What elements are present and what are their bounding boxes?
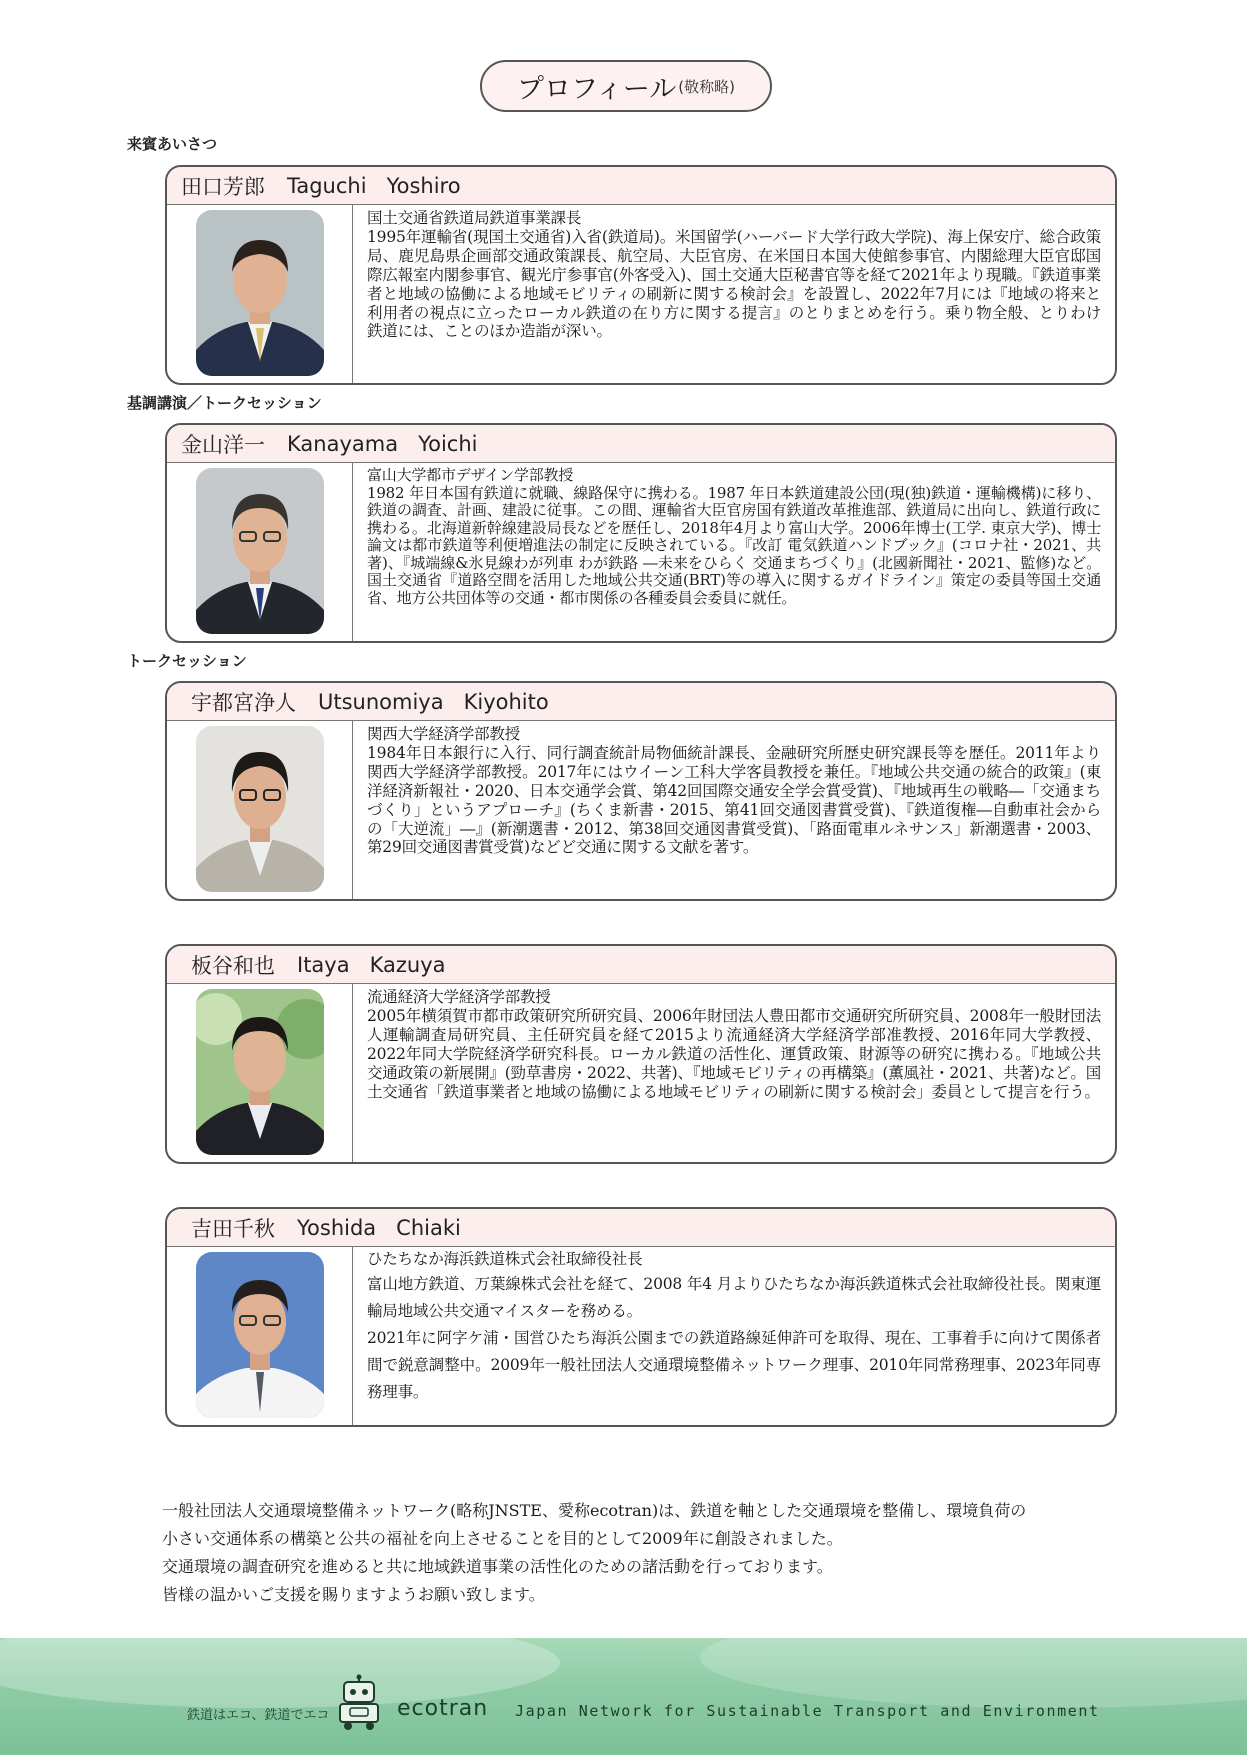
org-desc-line: 皆様の温かいご支援を賜りますようお願い致します。 bbox=[162, 1585, 545, 1604]
profile-name-jp: 田口芳郎 bbox=[181, 174, 265, 199]
profile-name-en-first: Taguchi bbox=[287, 173, 367, 198]
portrait-photo bbox=[196, 989, 324, 1155]
page-title-main: プロフィール bbox=[516, 73, 677, 105]
portrait-photo bbox=[196, 468, 324, 634]
organization-english-name: Japan Network for Sustainable Transport and Environment bbox=[515, 1702, 1100, 1720]
robot-mascot-icon bbox=[336, 1674, 382, 1732]
brand-name: ecotran bbox=[397, 1696, 489, 1721]
profile-header bbox=[167, 167, 1115, 205]
profile-bio: 富山地方鉄道、万葉線株式会社を経て、2008 年4 月よりひたちなか海浜鉄道株式会社取締役社長。関東運輸局地域公共交通マイスターを務める。 bbox=[367, 1274, 1101, 1320]
profile-bio-2: 2021年に阿字ケ浦・国営ひたち海浜公園までの鉄道路線延伸許可を取得、現在、工事着手に向けて関係者間で鋭意調整中。2009年一般社団法人交通環境整備ネットワーク理事、2010年同常務理事、2023年同専務理事。 bbox=[367, 1328, 1101, 1402]
photo-cell bbox=[167, 205, 353, 383]
profile-name-jp: 板谷和也 bbox=[191, 953, 275, 978]
profile-text bbox=[353, 984, 1115, 1162]
profile-bio: 2005年横須賀市都市政策研究所研究員、2006年財団法人豊田都市交通研究所研究員、2008年一般財団法人運輸調査局研究員、主任研究員を経て2015より流通経済大学経済学部准教授、2016年同大学教授、2022年同大学院経済学研究科長。ローカル鉄道の活性化、運賃政策、財源等の研究に携わる。『地域公共交通政策の新展開』(勁草書房・2022、共著)、『地域モビリティの再構築』(薫風社・2021、共著)など。国土交通省「鉄道事業者と地域の協働による地域モビリティの刷新に関する検討会」委員として提言を行う。 bbox=[367, 1006, 1101, 1101]
section-label-keynote: 基調講演／トークセッション bbox=[127, 394, 322, 412]
profile-name-en-first: Utsunomiya bbox=[318, 689, 444, 714]
org-desc-line: 交通環境の調査研究を進めると共に地域鉄道事業の活性化のための諸活動を行っております。 bbox=[162, 1557, 833, 1576]
profile-header bbox=[167, 946, 1115, 984]
photo-cell bbox=[167, 1247, 353, 1425]
profile-name-en-first: Kanayama bbox=[287, 431, 399, 456]
profile-name-en-last: Kazuya bbox=[369, 952, 446, 977]
photo-cell bbox=[167, 463, 353, 641]
profile-card-yoshida bbox=[165, 1207, 1117, 1427]
portrait-photo bbox=[196, 1252, 324, 1418]
profile-name-en-last: Chiaki bbox=[396, 1215, 461, 1240]
profile-name-en-first: Yoshida bbox=[297, 1215, 377, 1240]
profile-role: 流通経済大学経済学部教授 bbox=[367, 988, 551, 1006]
profile-name-en-last: Yoichi bbox=[418, 431, 478, 456]
profile-card-itaya bbox=[165, 944, 1117, 1164]
section-label-talk: トークセッション bbox=[127, 652, 247, 670]
portrait-photo bbox=[196, 210, 324, 376]
organization-description bbox=[162, 1497, 1112, 1609]
profile-role: 関西大学経済学部教授 bbox=[367, 725, 521, 743]
profile-role: 富山大学都市デザイン学部教授 bbox=[367, 466, 574, 484]
profile-name-en-first: Itaya bbox=[297, 952, 350, 977]
profile-text bbox=[353, 1247, 1115, 1425]
profile-header bbox=[167, 683, 1115, 721]
profile-header bbox=[167, 1209, 1115, 1247]
profile-bio: 1984年日本銀行に入行、同行調査統計局物価統計課長、金融研究所歴史研究課長等を歴任。2011年より関西大学経済学部教授。2017年にはウイーン工科大学客員教授を兼任。『地域公共交通の統合的政策』(東洋経済新報社・2020、日本交通学会賞、第42回国際交通安全学会賞受賞)、『地域再生の戦略―「交通まちづくり」というアプローチ』(ちくま新書・2015、第41回交通図書賞受賞)、『鉄道復権―自動車社会からの「大逆流」―』(新潮選書・2012、第38回交通図書賞受賞)、「路面電車ルネサンス」新潮選書・2003、第29回交通図書賞受賞)などど交通に関する文献を著す。 bbox=[367, 743, 1101, 857]
profile-text bbox=[353, 721, 1115, 899]
profile-card-kanayama bbox=[165, 423, 1117, 643]
profile-name-jp: 宇都宮浄人 bbox=[191, 690, 296, 715]
profile-name-en-last: Yoshiro bbox=[386, 173, 461, 198]
profile-name-jp: 金山洋一 bbox=[181, 432, 265, 457]
profile-role: ひたちなか海浜鉄道株式会社取締役社長 bbox=[367, 1250, 643, 1268]
footer-band bbox=[0, 1638, 1247, 1755]
profile-role: 国土交通省鉄道局鉄道事業課長 bbox=[367, 209, 582, 227]
profile-name-jp: 吉田千秋 bbox=[191, 1216, 275, 1241]
org-desc-line: 小さい交通体系の構築と公共の福祉を向上させることを目的として2009年に創設されました。 bbox=[162, 1529, 843, 1548]
org-desc-line: 一般社団法人交通環境整備ネットワーク(略称JNSTE、愛称ecotran)は、鉄道を軸とした交通環境を整備し、環境負荷の bbox=[162, 1501, 1027, 1520]
photo-cell bbox=[167, 984, 353, 1162]
photo-cell bbox=[167, 721, 353, 899]
profile-card-taguchi bbox=[165, 165, 1117, 385]
portrait-photo bbox=[196, 726, 324, 892]
footer-tagline: 鉄道はエコ、鉄道でエコ bbox=[187, 1708, 330, 1723]
profile-text bbox=[353, 463, 1115, 641]
section-label-guest: 来賓あいさつ bbox=[127, 135, 218, 153]
profile-bio: 1982 年日本国有鉄道に就職、線路保守に携わる。1987 年日本鉄道建設公団(現(独)鉄道・運輸機構)に移り、鉄道の調査、計画、建設に従事。この間、運輸省大臣官房国有鉄道改革推進部、鉄道局に出向し、鉄道行政に携わる。北海道新幹線建設局長などを歴任し、2018年4月より富山大学。2006年博士(工学. 東京大学)、博士論文は都市鉄道等利便増進法の制定に反映されている。『改訂 電気鉄道ハンドブック』(コロナ社・2021、共著)、『城端線&氷見線わが列車 わが鉄路 ―未来をひらく 交通まちづくり』(北國新聞社・2021、監修)など。国土交通省『道路空間を活用した地域公共交通(BRT)等の導入に関するガイドライン』策定の委員等国土交通省、地方公共団体等の交通・都市関係の各種委員会委員に就任。 bbox=[367, 483, 1101, 607]
profile-text bbox=[353, 205, 1115, 383]
profile-header bbox=[167, 425, 1115, 463]
profile-name-en-last: Kiyohito bbox=[463, 689, 549, 714]
profile-bio: 1995年運輸省(現国土交通省)入省(鉄道局)。米国留学(ハーバード大学行政大学院)、海上保安庁、総合政策局、鹿児島県企画部交通政策課長、航空局、大臣官房、在米国日本国大使館参事官、内閣総理大臣官邸国際広報室内閣参事官、観光庁参事官(外客受入)、国土交通大臣秘書官等を経て2021年より現職。『鉄道事業者と地域の協働による地域モビリティの刷新に関する検討会』を設置し、2022年7月には『地域の将来と利用者の視点に立ったローカル鉄道の在り方に関する提言』のとりまとめを行う。乗り物全般、とりわけ鉄道には、ことのほか造詣が深い。 bbox=[367, 227, 1101, 341]
page-title-sub: (敬称略) bbox=[678, 77, 736, 96]
band-wash bbox=[700, 1638, 1247, 1708]
profile-card-utsunomiya bbox=[165, 681, 1117, 901]
page-title bbox=[480, 60, 772, 112]
